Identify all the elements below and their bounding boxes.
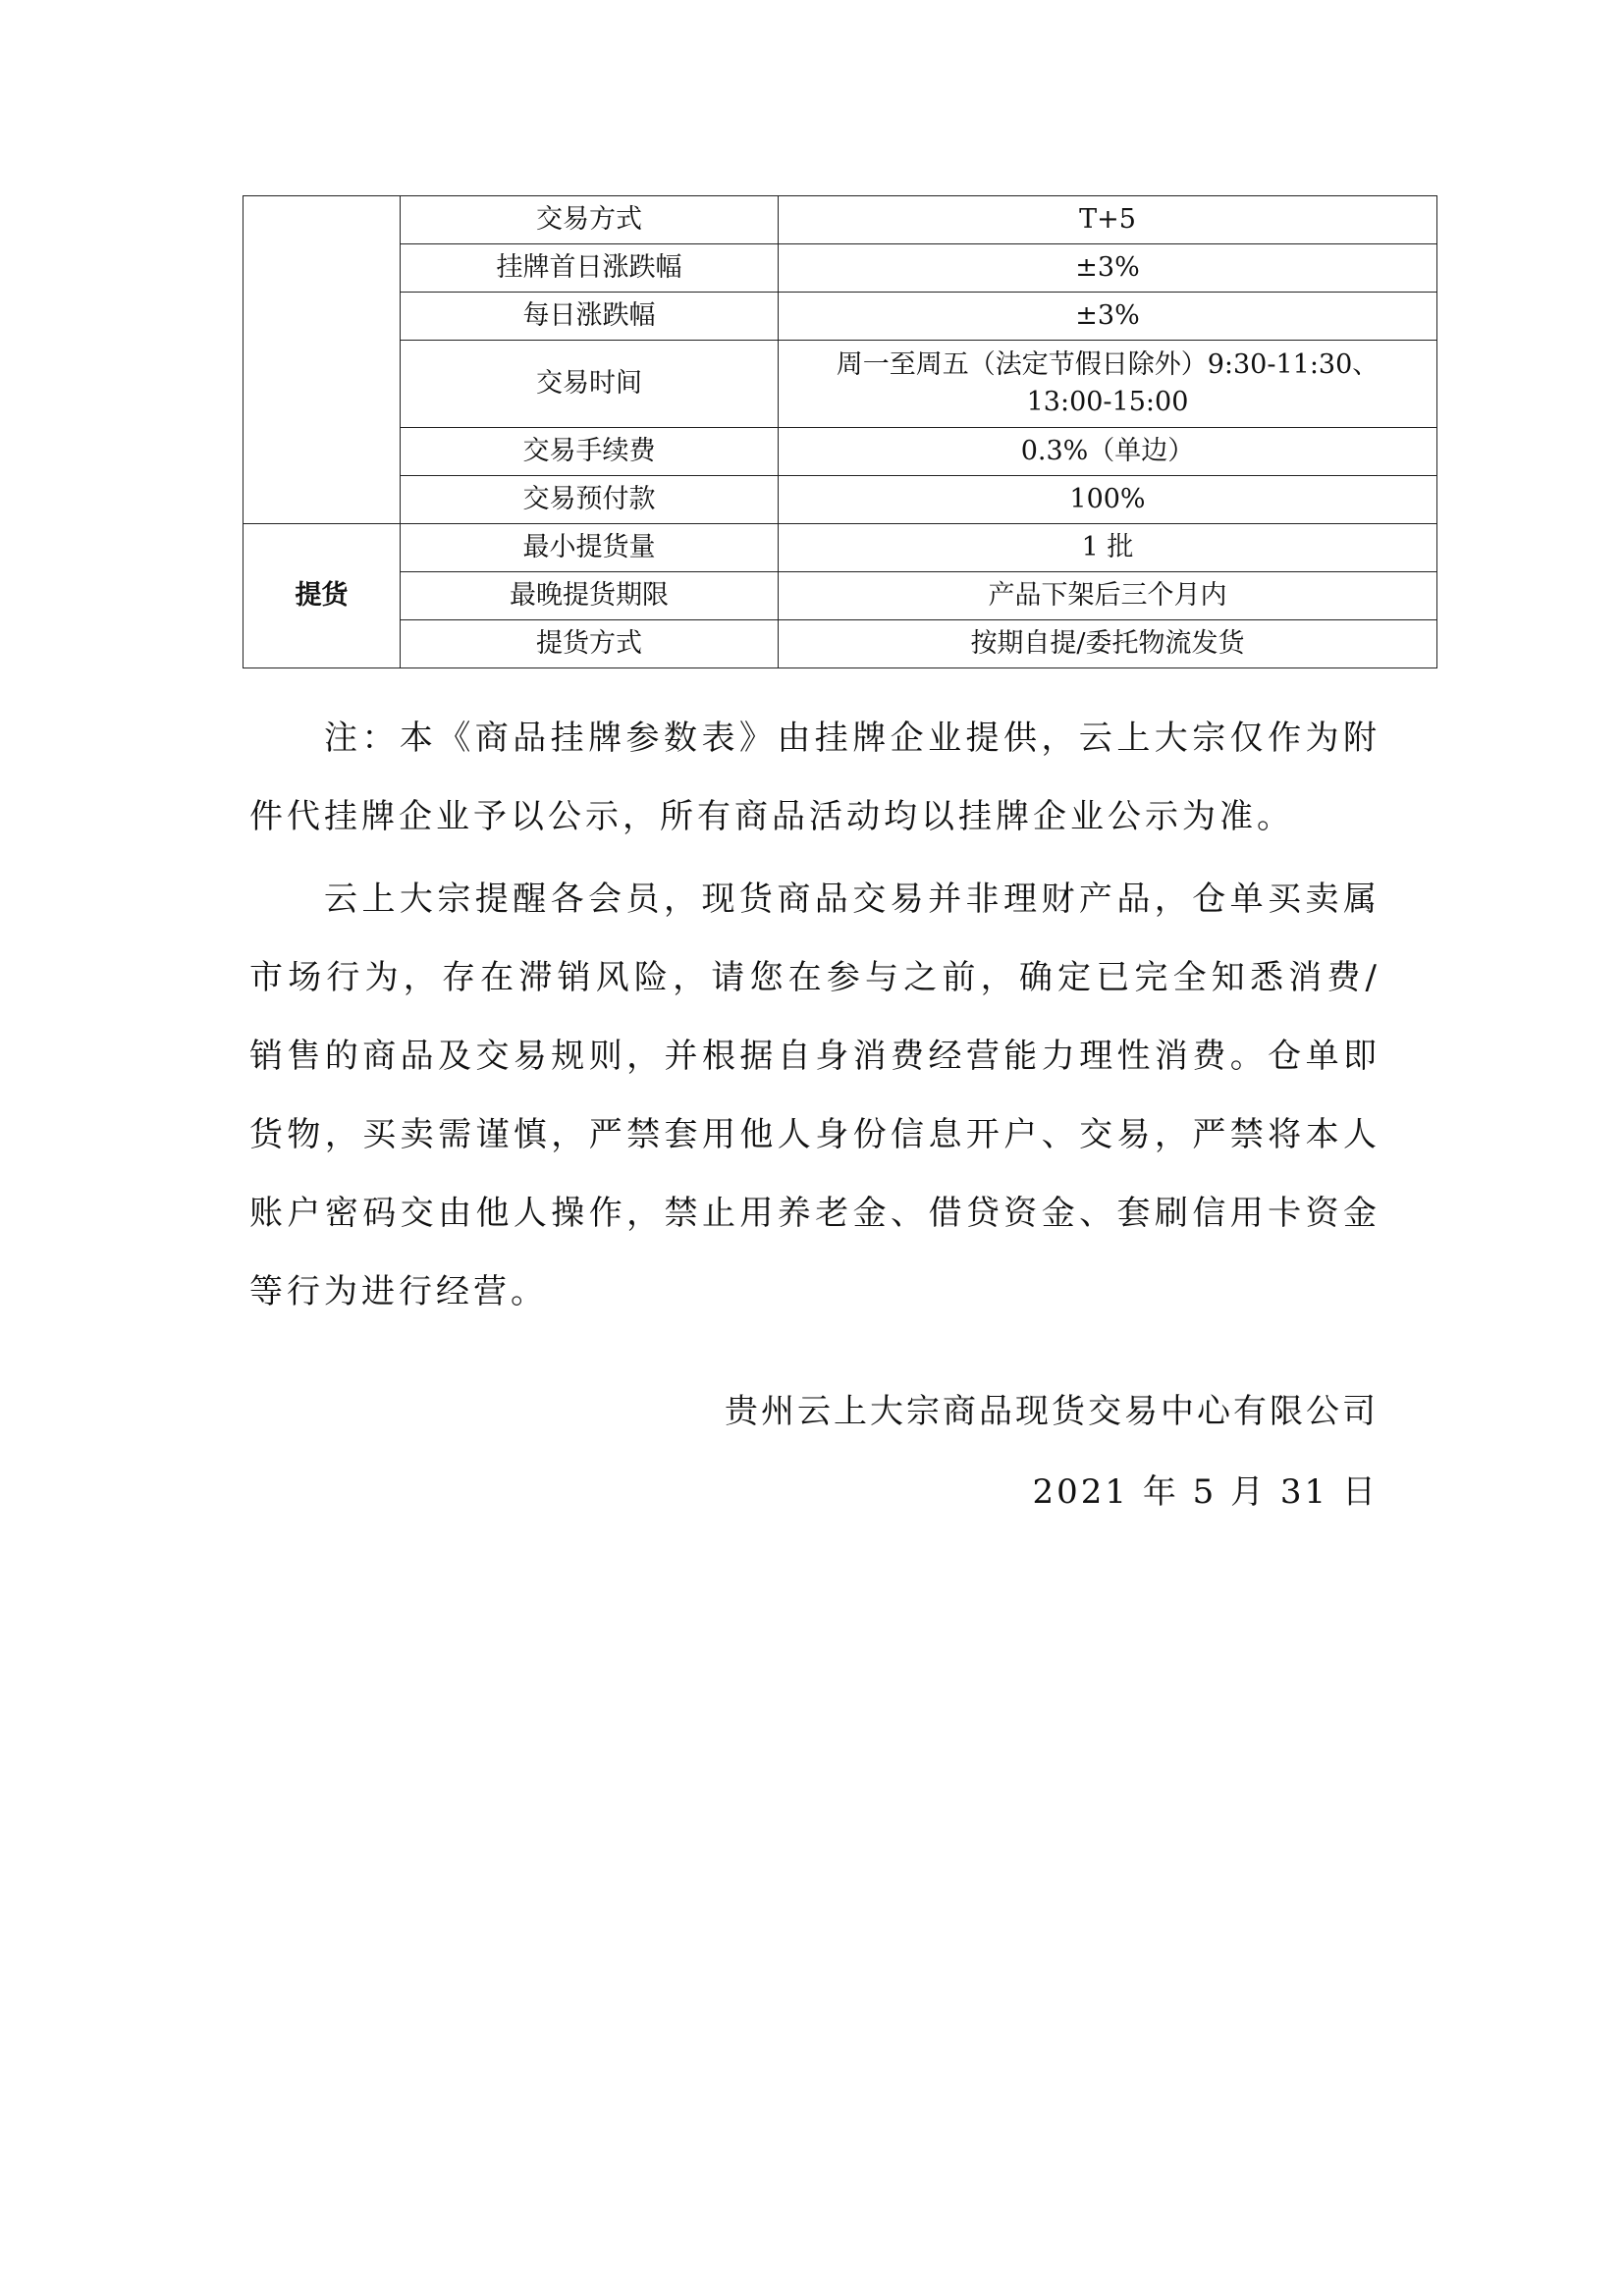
param-value: 产品下架后三个月内 xyxy=(779,572,1437,620)
table-row xyxy=(244,428,1437,476)
table-row xyxy=(244,524,1437,572)
param-value: T+5 xyxy=(779,196,1437,244)
trading-hours-line-2: 13:00-15:00 xyxy=(1026,387,1189,417)
risk-reminder-paragraph: 云上大宗提醒各会员，现货商品交易并非理财产品，仓单买卖属市场行为，存在滞销风险，请您在参与之前，确定已完全知悉消费/销售的商品及交易规则，并根据自身消费经营能力理性消费。仓单即货物，买卖需谨慎，严禁套用他人身份信息开户、交易，严禁将本人账户密码交由他人操作，禁止用养老金、借贷资金、套刷信用卡资金等行为进行经营。 xyxy=(249,880,1380,1311)
table-row xyxy=(244,620,1437,668)
param-value: ±3% xyxy=(779,293,1437,341)
param-value: ±3% xyxy=(779,244,1437,293)
param-value: 0.3%（单边） xyxy=(779,428,1437,476)
param-value: 100% xyxy=(779,476,1437,524)
param-value xyxy=(779,341,1437,428)
trading-section-cell xyxy=(244,196,401,524)
param-label: 提货方式 xyxy=(401,620,779,668)
note-paragraph: 注：本《商品挂牌参数表》由挂牌企业提供，云上大宗仅作为附件代挂牌企业予以公示，所有商品活动均以挂牌企业公示为准。 xyxy=(249,719,1380,836)
table-row xyxy=(244,341,1437,428)
param-label: 最晚提货期限 xyxy=(401,572,779,620)
param-value: 1 批 xyxy=(779,524,1437,572)
table-row xyxy=(244,244,1437,293)
trading-hours-line-1: 周一至周五（法定节假日除外）9:30-11:30、 xyxy=(836,349,1380,380)
table-row xyxy=(244,293,1437,341)
param-label: 挂牌首日涨跌幅 xyxy=(401,244,779,293)
param-label: 交易手续费 xyxy=(401,428,779,476)
param-label: 每日涨跌幅 xyxy=(401,293,779,341)
param-label: 交易时间 xyxy=(401,341,779,428)
table-row xyxy=(244,476,1437,524)
param-label: 交易预付款 xyxy=(401,476,779,524)
signature-date: 2021 年 5 月 31 日 xyxy=(1032,1472,1379,1512)
param-label: 交易方式 xyxy=(401,196,779,244)
company-signature: 贵州云上大宗商品现货交易中心有限公司 xyxy=(725,1392,1379,1431)
param-label: 最小提货量 xyxy=(401,524,779,572)
listing-parameters-table xyxy=(243,195,1437,668)
param-value: 按期自提/委托物流发货 xyxy=(779,620,1437,668)
table-row xyxy=(244,572,1437,620)
table-row xyxy=(244,196,1437,244)
delivery-section-label: 提货 xyxy=(244,524,401,668)
